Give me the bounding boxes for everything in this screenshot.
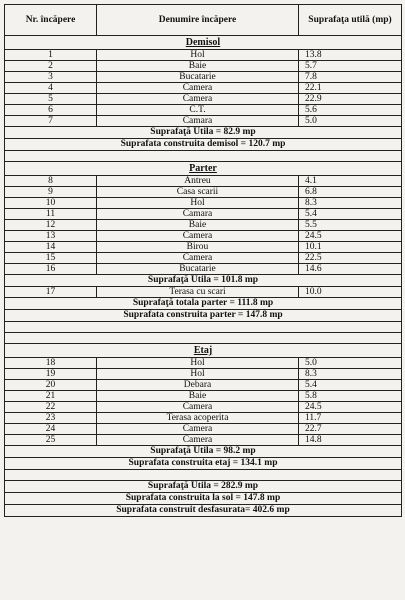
- room-name: Bucatarie: [97, 72, 299, 83]
- room-number: 4: [5, 83, 97, 94]
- room-name: Camera: [97, 94, 299, 105]
- room-number: 15: [5, 253, 97, 264]
- demisol-built-total: [5, 139, 402, 151]
- room-area: 22.9: [299, 94, 402, 105]
- header-room-name: Denumire încăpere: [97, 5, 299, 36]
- room-name: Baie: [97, 61, 299, 72]
- section-title: Etaj: [5, 344, 402, 358]
- table-row: [5, 176, 402, 187]
- room-number: 16: [5, 264, 97, 275]
- room-number: 9: [5, 187, 97, 198]
- room-number: 13: [5, 231, 97, 242]
- room-number: 1: [5, 50, 97, 61]
- room-name: Terasa acoperita: [97, 413, 299, 424]
- room-area: 5.6: [299, 105, 402, 116]
- room-number: 24: [5, 424, 97, 435]
- room-area-table: [4, 4, 402, 517]
- table-row: [5, 253, 402, 264]
- table-row: [5, 358, 402, 369]
- section-parter: [5, 162, 402, 176]
- room-area: 6.8: [299, 187, 402, 198]
- room-number: 5: [5, 94, 97, 105]
- demisol-usable-total: [5, 127, 402, 139]
- room-name: Hol: [97, 198, 299, 209]
- table-row: [5, 402, 402, 413]
- room-area: 5.8: [299, 391, 402, 402]
- room-area: 5.4: [299, 380, 402, 391]
- room-area: 5.7: [299, 61, 402, 72]
- room-name: C.T.: [97, 105, 299, 116]
- room-number: 17: [5, 287, 97, 298]
- room-area: 22.7: [299, 424, 402, 435]
- room-name: Hol: [97, 50, 299, 61]
- summary-text: Suprafata construita demisol = 120.7 mp: [5, 139, 402, 151]
- room-name: Casa scarii: [97, 187, 299, 198]
- room-area: 5.0: [299, 116, 402, 127]
- room-name: Camera: [97, 253, 299, 264]
- room-number: 23: [5, 413, 97, 424]
- room-area: 14.6: [299, 264, 402, 275]
- etaj-rows: [5, 358, 402, 446]
- summary-text: Suprafaţă Utila = 282.9 mp: [5, 481, 402, 493]
- table-row: [5, 424, 402, 435]
- room-area: 14.8: [299, 435, 402, 446]
- summary-text: Suprafata construita la sol = 147.8 mp: [5, 493, 402, 505]
- summary-text: Suprafaţă Utila = 98.2 mp: [5, 446, 402, 458]
- table-row: [5, 50, 402, 61]
- room-area: 24.5: [299, 231, 402, 242]
- table-row: [5, 72, 402, 83]
- blank-cell: [5, 322, 402, 333]
- room-name: Camara: [97, 209, 299, 220]
- summary-text: Suprafaţă Utila = 101.8 mp: [5, 275, 402, 287]
- room-name: Debara: [97, 380, 299, 391]
- summary-text: Suprafata construita parter = 147.8 mp: [5, 310, 402, 322]
- room-area-sheet: [4, 4, 401, 517]
- table-row: [5, 209, 402, 220]
- room-number: 20: [5, 380, 97, 391]
- room-number: 10: [5, 198, 97, 209]
- room-number: 12: [5, 220, 97, 231]
- room-number: 21: [5, 391, 97, 402]
- table-row: [5, 369, 402, 380]
- table-row: [5, 94, 402, 105]
- summary-text: Suprafata construit desfasurata= 402.6 mp: [5, 505, 402, 517]
- room-number: 22: [5, 402, 97, 413]
- room-area: 22.1: [299, 83, 402, 94]
- room-number: 6: [5, 105, 97, 116]
- table-row: [5, 187, 402, 198]
- room-name: Baie: [97, 220, 299, 231]
- blank-cell: [5, 333, 402, 344]
- room-name: Bucatarie: [97, 264, 299, 275]
- table-row: [5, 61, 402, 72]
- grand-usable-total: [5, 481, 402, 493]
- developed-built-total: [5, 505, 402, 517]
- parter-usable-total: [5, 275, 402, 287]
- room-number: 7: [5, 116, 97, 127]
- summary-text: Suprafaţă totala parter = 111.8 mp: [5, 298, 402, 310]
- room-name: Baie: [97, 391, 299, 402]
- table-row: [5, 380, 402, 391]
- room-area: 10.1: [299, 242, 402, 253]
- room-number: 14: [5, 242, 97, 253]
- parter-built-total: [5, 310, 402, 322]
- table-row: [5, 264, 402, 275]
- room-area: 7.8: [299, 72, 402, 83]
- room-area: 13.8: [299, 50, 402, 61]
- room-name: Camera: [97, 435, 299, 446]
- blank-row: [5, 151, 402, 162]
- room-number: 18: [5, 358, 97, 369]
- room-name: Antreu: [97, 176, 299, 187]
- table-row: [5, 83, 402, 94]
- room-area: 4.1: [299, 176, 402, 187]
- table-row: [5, 413, 402, 424]
- section-demisol: [5, 36, 402, 50]
- room-number: 3: [5, 72, 97, 83]
- parter-total-area: [5, 298, 402, 310]
- blank-row: [5, 333, 402, 344]
- blank-row: [5, 322, 402, 333]
- table-row: [5, 116, 402, 127]
- room-name: Terasa cu scari: [97, 287, 299, 298]
- room-area: 22.5: [299, 253, 402, 264]
- table-row: [5, 231, 402, 242]
- room-name: Hol: [97, 369, 299, 380]
- section-title: Demisol: [5, 36, 402, 50]
- etaj-built-total: [5, 458, 402, 470]
- room-number: 19: [5, 369, 97, 380]
- room-name: Birou: [97, 242, 299, 253]
- blank-row: [5, 470, 402, 481]
- section-title: Parter: [5, 162, 402, 176]
- room-number: 8: [5, 176, 97, 187]
- room-name: Camera: [97, 83, 299, 94]
- room-name: Hol: [97, 358, 299, 369]
- header-usable-area: Suprafaţa utilă (mp): [299, 5, 402, 36]
- table-header-row: [5, 5, 402, 36]
- blank-cell: [5, 151, 402, 162]
- summary-text: Suprafaţă Utila = 82.9 mp: [5, 127, 402, 139]
- room-name: Camera: [97, 402, 299, 413]
- room-name: Camera: [97, 231, 299, 242]
- room-number: 25: [5, 435, 97, 446]
- table-row: [5, 220, 402, 231]
- room-area: 24.5: [299, 402, 402, 413]
- section-etaj: [5, 344, 402, 358]
- table-row: [5, 242, 402, 253]
- summary-text: Suprafata construita etaj = 134.1 mp: [5, 458, 402, 470]
- ground-built-total: [5, 493, 402, 505]
- room-area: 5.5: [299, 220, 402, 231]
- room-area: 8.3: [299, 198, 402, 209]
- table-row: [5, 105, 402, 116]
- room-area: 5.0: [299, 358, 402, 369]
- room-area: 5.4: [299, 209, 402, 220]
- room-number: 2: [5, 61, 97, 72]
- room-area: 8.3: [299, 369, 402, 380]
- header-room-number: Nr. încăpere: [5, 5, 97, 36]
- demisol-rows: [5, 50, 402, 127]
- room-area: 11.7: [299, 413, 402, 424]
- blank-cell: [5, 470, 402, 481]
- table-row: [5, 435, 402, 446]
- table-row: [5, 287, 402, 298]
- room-name: Camera: [97, 424, 299, 435]
- etaj-usable-total: [5, 446, 402, 458]
- parter-rows: [5, 176, 402, 275]
- room-name: Camara: [97, 116, 299, 127]
- table-row: [5, 198, 402, 209]
- room-number: 11: [5, 209, 97, 220]
- table-row: [5, 391, 402, 402]
- room-area: 10.0: [299, 287, 402, 298]
